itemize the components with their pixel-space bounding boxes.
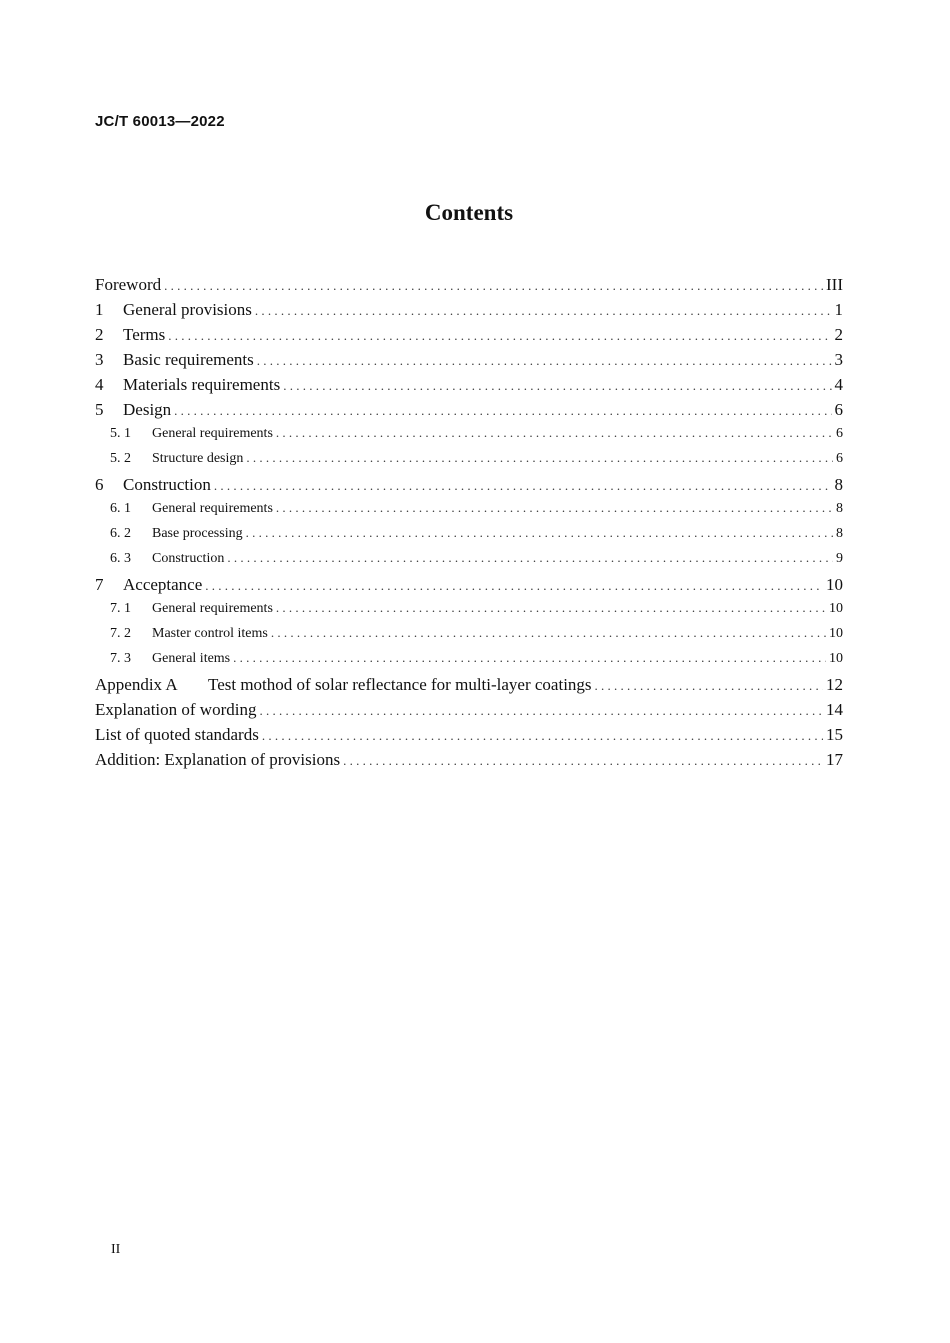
leader-dots — [246, 525, 833, 541]
toc-number: 5. 1 — [110, 426, 131, 441]
toc-number: 5. 2 — [110, 451, 131, 466]
toc-number: 7. 1 — [110, 601, 131, 616]
toc-number: 7. 2 — [110, 626, 131, 641]
toc-entry-6[interactable] — [95, 475, 843, 500]
toc-entry-3[interactable] — [95, 350, 843, 375]
toc-page: 6 — [836, 426, 843, 441]
leader-dots — [257, 353, 832, 369]
toc-entry-4[interactable] — [95, 375, 843, 400]
leader-dots — [168, 328, 831, 344]
toc-label: Terms — [123, 325, 166, 344]
leader-dots — [276, 425, 833, 441]
toc-label: Test mothod of solar reflectance for multi-layer coatings — [208, 675, 592, 694]
toc-entry-quoted-standards[interactable] — [95, 725, 843, 750]
leader-dots — [174, 403, 831, 419]
toc-number: Appendix A — [95, 675, 178, 694]
toc-page: 9 — [836, 551, 843, 566]
leader-dots — [205, 578, 823, 594]
toc-label: Addition: Explanation of provisions — [95, 750, 341, 769]
document-code: JC/T 60013—2022 — [95, 113, 225, 130]
toc-label: General requirements — [152, 501, 273, 516]
toc-label: General requirements — [152, 426, 273, 441]
toc-label: Construction — [152, 551, 225, 566]
toc-page: 8 — [836, 501, 843, 516]
toc-entry-addition[interactable] — [95, 750, 843, 775]
toc-label: Basic requirements — [123, 350, 254, 369]
toc-label: Foreword — [95, 275, 162, 294]
toc-number: 2 — [95, 325, 104, 344]
leader-dots — [214, 478, 832, 494]
toc-number: 6. 1 — [110, 501, 131, 516]
toc-page: 4 — [834, 375, 843, 394]
toc-number: 7 — [95, 575, 104, 594]
leader-dots — [227, 550, 833, 566]
toc-label: List of quoted standards — [95, 725, 259, 744]
toc-label: General requirements — [152, 601, 273, 616]
toc-label: Design — [123, 400, 172, 419]
toc-page: 2 — [834, 325, 843, 344]
leader-dots — [276, 500, 833, 516]
page-title: Contents — [424, 200, 514, 225]
toc-entry-5[interactable] — [95, 400, 843, 425]
toc-page: 8 — [836, 526, 843, 541]
toc-entry-6-2[interactable] — [110, 525, 843, 550]
toc-page: 15 — [826, 725, 843, 744]
leader-dots — [246, 450, 833, 466]
toc-page: 10 — [829, 601, 843, 616]
leader-dots — [283, 378, 831, 394]
toc-entry-foreword[interactable] — [95, 275, 843, 300]
toc-entry-6-1[interactable] — [110, 500, 843, 525]
leader-dots — [595, 678, 823, 694]
toc-entry-7-3[interactable] — [110, 650, 843, 675]
toc-page: 8 — [834, 475, 843, 494]
toc-number: 6. 2 — [110, 526, 131, 541]
toc-label: Construction — [123, 475, 211, 494]
leader-dots — [271, 625, 826, 641]
toc-number: 5 — [95, 400, 104, 419]
toc-label: Acceptance — [123, 575, 203, 594]
leader-dots — [262, 728, 823, 744]
toc-number: 6 — [95, 475, 104, 494]
leader-dots — [276, 600, 826, 616]
leader-dots — [233, 650, 826, 666]
page-number: II — [111, 1242, 121, 1257]
toc-page: 6 — [834, 400, 843, 419]
toc-entry-1[interactable] — [95, 300, 843, 325]
toc-number: 1 — [95, 300, 104, 319]
leader-dots — [343, 753, 823, 769]
toc-page: 10 — [829, 651, 843, 666]
toc-label: Base processing — [152, 526, 243, 541]
toc-page: 12 — [826, 675, 843, 694]
toc-entry-7-1[interactable] — [110, 600, 843, 625]
toc-page: III — [826, 275, 843, 294]
toc-entry-6-3[interactable] — [110, 550, 843, 575]
toc-label: Materials requirements — [123, 375, 281, 394]
toc-entry-appendix-a[interactable] — [95, 675, 843, 700]
toc-number: 3 — [95, 350, 104, 369]
toc-page: 14 — [826, 700, 843, 719]
toc-entry-explanation-of-wording[interactable] — [95, 700, 843, 725]
toc-label: Structure design — [152, 451, 244, 466]
toc-label: Master control items — [152, 626, 268, 641]
toc-entry-7[interactable] — [95, 575, 843, 600]
toc-page: 6 — [836, 451, 843, 466]
leader-dots — [164, 278, 823, 294]
leader-dots — [259, 703, 823, 719]
toc-entry-2[interactable] — [95, 325, 843, 350]
toc-entry-7-2[interactable] — [110, 625, 843, 650]
toc-label: Explanation of wording — [95, 700, 257, 719]
toc-page: 3 — [834, 350, 843, 369]
leader-dots — [255, 303, 832, 319]
toc-label: General provisions — [123, 300, 252, 319]
toc-page: 10 — [826, 575, 843, 594]
toc-label: General items — [152, 651, 231, 666]
toc-page: 1 — [834, 300, 843, 319]
toc-entry-5-1[interactable] — [110, 425, 843, 450]
toc-entry-5-2[interactable] — [110, 450, 843, 475]
toc-page: 17 — [826, 750, 843, 769]
toc-number: 4 — [95, 375, 104, 394]
toc-number: 6. 3 — [110, 551, 131, 566]
toc-page: 10 — [829, 626, 843, 641]
toc-number: 7. 3 — [110, 651, 131, 666]
